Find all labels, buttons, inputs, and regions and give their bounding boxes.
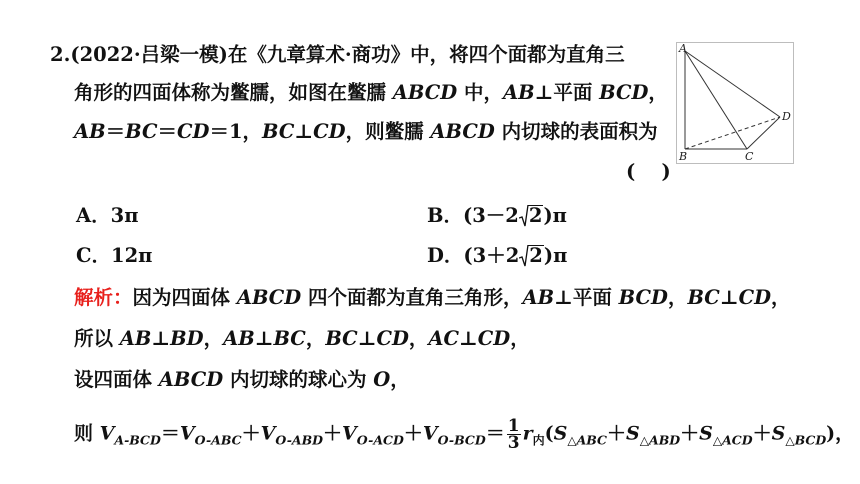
answer-bracket: ( ) xyxy=(626,160,671,183)
sqrt-symbol: 2 xyxy=(519,243,544,269)
edge-ad xyxy=(685,51,780,117)
solution-token: ⊥ xyxy=(459,327,478,350)
solution-token: ， xyxy=(203,327,224,350)
problem-source: (2022·吕梁一模) xyxy=(70,43,228,66)
solution-line-2 xyxy=(74,326,530,352)
fraction-one-third: $\frac{1}{3}$ xyxy=(507,416,520,453)
option-d[interactable]: D．(3＋2 2)π xyxy=(427,244,568,267)
label-b: B xyxy=(679,150,688,163)
edge-bd-hidden xyxy=(685,117,780,149)
solution-line-1: 解析：因为四面体 ABCD 四个面都为直角三角形，AB⊥平面 BCD，BC⊥CD， xyxy=(74,286,791,309)
problem-text-1: 在《九章算术·商功》中，将四个面都为直角三 xyxy=(227,43,625,66)
solution-token: CD xyxy=(376,327,409,350)
solution-token: CD xyxy=(477,327,511,350)
solution-line-4: 则 $V_{A-BCD}=V_{O-ABC}+V_{O-ABD}+V_{O-ACD}+V_{O-BCD}=$ $\frac{1}{3}$ $r_内(S_{\triangle ABC}+S_{\triangle ABD}+S_{\triangle ACD}+S_{\triangle BCD})$， xyxy=(74,416,855,453)
solution-token: ⊥ xyxy=(254,327,274,350)
solution-token: BD xyxy=(170,327,204,350)
solution-token: ⊥ xyxy=(151,327,171,350)
problem-line-1 xyxy=(50,42,625,68)
solution-token: ， xyxy=(305,327,326,350)
solution-token: ⊥ xyxy=(357,327,377,350)
label-a: A xyxy=(679,43,687,55)
solution-token: AB xyxy=(119,327,152,350)
solution-token: BC xyxy=(325,327,358,350)
solution-line-3: 设四面体 ABCD 内切球的球心为 O， xyxy=(74,368,410,391)
solution-token: AB xyxy=(223,327,255,350)
label-c: C xyxy=(745,150,754,163)
solution-token: ， xyxy=(408,327,429,350)
solution-token: BC xyxy=(273,327,306,350)
option-a[interactable]: A．3π xyxy=(76,204,139,227)
solution-token: 所以 xyxy=(74,327,120,350)
option-c[interactable]: C．12π xyxy=(76,244,153,267)
edge-ac xyxy=(685,51,747,149)
problem-line-2: 角形的四面体称为鳖臑，如图在鳖臑 ABCD 中，AB⊥平面 BCD， xyxy=(74,81,668,104)
solution-token: ， xyxy=(510,327,530,350)
edge-cd xyxy=(747,117,780,149)
problem-line-3: AB＝BC＝CD＝1，BC⊥CD，则鳖臑 ABCD 内切球的表面积为 xyxy=(74,120,658,143)
tetrahedron-figure xyxy=(676,42,794,164)
problem-number: 2. xyxy=(50,43,71,66)
solution-token: AC xyxy=(428,327,460,350)
option-b[interactable]: B．(3－2 2)π xyxy=(427,204,567,227)
solution-heading: 解析： xyxy=(74,286,133,309)
tetrahedron-diagram xyxy=(677,43,793,163)
sqrt-symbol: 2 xyxy=(519,203,544,229)
label-d: D xyxy=(782,110,791,123)
